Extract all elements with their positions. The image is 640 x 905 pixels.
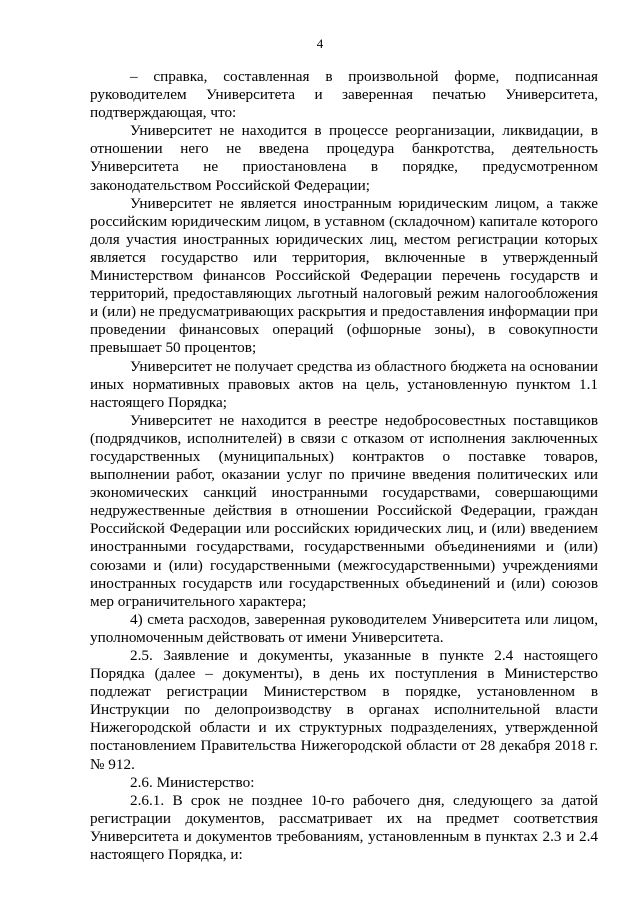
- document-body: [90, 68, 598, 864]
- paragraph-certificate-intro: – справка, составленная в произвольной форме, подписанная руководителем Университета и заверенная печатью Университета, подтверждающая, что:: [90, 68, 598, 122]
- paragraph-no-reorganization: Университет не находится в процессе реорганизации, ликвидации, в отношении него не введена процедура банкротства, деятельность Университета не приостановлена в порядке, предусмотренном законодательством Российской Федерации;: [90, 122, 598, 194]
- paragraph-section-2-6-1: 2.6.1. В срок не позднее 10-го рабочего дня, следующего за датой регистрации документов, рассматривает их на предмет соответствия Университета и документов требованиям, установленным в пунктах 2.3 и 2.4 настоящего Порядка, и:: [90, 791, 598, 864]
- paragraph-section-2-5: 2.5. Заявление и документы, указанные в пункте 2.4 настоящего Порядка (далее – документы), в день их поступления в Министерство подлежат регистрации Министерством в порядке, установленном в Инструкции по делопроизводству в органах исполнительной власти Нижегородской области и их структурных подразделениях, утвержденной постановлением Правительства Нижегородской области от 28 декабря 2018 г. № 912.: [90, 647, 598, 773]
- paragraph-not-foreign-entity: Университет не является иностранным юридическим лицом, а также российским юридическим лицом, в уставном (складочном) капитале которого доля участия иностранных юридических лиц, местом регистрации которых является государство или территория, включенные в утвержденный Министерством финансов Российской Федерации перечень государств и территорий, предоставляющих льготный налоговый режим налогообложения и (или) не предусматривающих раскрытия и предоставления информации при проведении финансовых операций (офшорные зоны), в совокупности превышает 50 процентов;: [90, 194, 598, 357]
- paragraph-no-other-funds: Университет не получает средства из областного бюджета на основании иных нормативных правовых актов на цель, установленную пунктом 1.1 настоящего Порядка;: [90, 357, 598, 411]
- page-number: 4: [316, 36, 324, 51]
- paragraph-cost-estimate: 4) смета расходов, заверенная руководителем Университета или лицом, уполномоченным действовать от имени Университета.: [90, 610, 598, 646]
- paragraph-not-in-registry: Университет не находится в реестре недобросовестных поставщиков (подрядчиков, исполнителей) в связи с отказом от исполнения заключенных государственных (муниципальных) контрактов о поставке товаров, выполнении работ, оказании услуг по причине введения политических или экономических санкций иностранными государствами, совершающими недружественные действия в отношении Российской Федерации, граждан Российской Федерации или российских юридических лиц, и (или) введением иностранными государствами, государственными объединениями и (или) союзами и (или) государственными (межгосударственными) учреждениями иностранных государств или государственных объединений и (или) союзов мер ограничительного характера;: [90, 411, 598, 610]
- paragraph-section-2-6: 2.6. Министерство:: [130, 773, 255, 791]
